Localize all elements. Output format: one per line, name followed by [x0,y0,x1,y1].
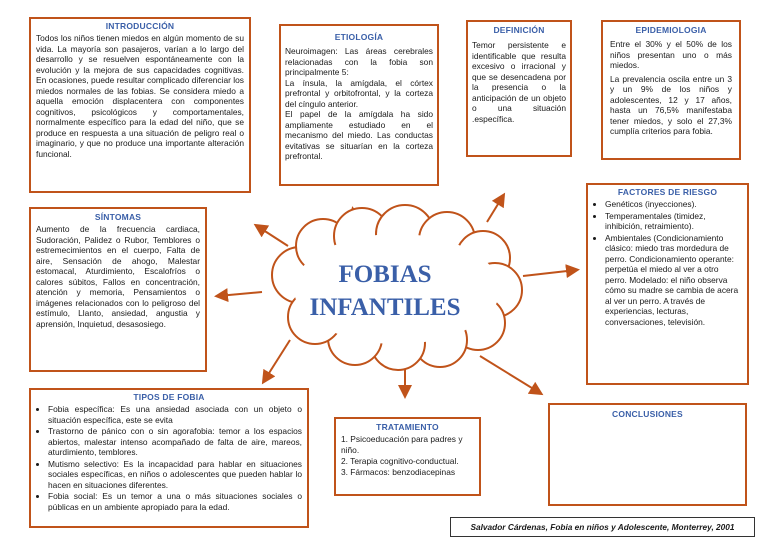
etiologia-p2: La ínsula, la amígdala, el córtex prefrontal y orbitofrontal, y la corteza del cíngulo anterior. [285,77,433,109]
etiologia-title: ETIOLOGÍA [334,32,384,42]
definicion-box [466,20,572,157]
tratamiento-list [341,434,474,478]
etiologia-p3: El papel de la amígdala ha sido ampliamente estudiado en el mecanismo del miedo. Las conductas evitativas se situarían en la corteza prefrontal. [285,109,433,161]
definicion-text: Temor persistente e identificable que resulta excesivo o irracional y que se desencadena por la presencia o la anticipación de un objeto o una situación .específica. [472,40,566,124]
factores-box [586,183,749,385]
etiologia-box [279,24,439,186]
tratamiento-item: 3. Fármacos: benzodiacepinas [341,467,456,477]
tipos-title: TIPOS DE FOBIA [133,392,205,402]
tipos-box [29,388,309,528]
center-title-line1: FOBIAS [338,261,432,288]
tipos-item: • Mutismo selectivo: Es la incapacidad para hablar en situaciones sociales específicas, en niños o adolescentes que pueden hablar lo hacen en situaciones diferentes. [48,459,302,491]
conclusiones-title: CONCLUSIONES [612,409,683,419]
introduccion-box [29,17,251,193]
tratamiento-item: 1. Psicoeducación para padres y niño. [341,434,463,455]
factores-list [593,199,742,327]
center-title-line2: INFANTILES [309,294,461,321]
introduccion-text: Todos los niños tienen miedos en algún momento de su vida. La mayoría son pasajeros, varían a lo largo del desarrollo y se resuelven espontáneamente con la evolución y la mejora de sus capacidades cognitivas. En ocasiones, puede resultar complicado diferenciar los miedos normales de las fobias. Se considera miedo a aquella emoción displacentera con componentes cognitivos, psicológicos y comportamentales, normalmente específico para la edad del niño, que se produce en respuesta a una situación de peligro real o imaginario, y que no produce una importante alteración funcional. [36,33,244,159]
etiologia-p1: Neuroimagen: Las áreas cerebrales relacionadas con la fobia son principalmente 5: [285,46,433,77]
conclusiones-box [548,403,747,506]
factores-title: FACTORES DE RIESGO [617,187,718,197]
sintomas-title: SÍNTOMAS [94,212,142,222]
tratamiento-box [334,417,481,496]
tipos-list [36,404,302,512]
tratamiento-item: 2. Terapia cognitivo-conductual. [341,456,459,466]
tipos-item: • Fobia social: Es un temor a una o más situaciones sociales o públicas en un ambiente apropiado para la edad. [48,491,302,512]
epidemiologia-p1: Entre el 30% y el 50% de los niños presentan uno o más miedos. [610,39,732,70]
epidemiologia-box [601,20,741,160]
introduccion-title: INTRODUCCIÓN [105,21,175,31]
tipos-item: • Trastorno de pánico con o sin agorafobia: temor a los espacios abiertos, malestar intenso acompañado de falta de aire, mareos, aturdimiento, temblores. [48,426,302,458]
tipos-item: • Fobia específica: Es una ansiedad asociada con un objeto o situación específica, este se evita [48,404,302,425]
factores-item: • Ambientales (Condicionamiento clásico: miedo tras mordedura de perro. Condicionamiento operante: perpetúa el miedo al ver a otro perro. Modelado: el niño observa cómo su madre se cambia de acera al ver un perro. A través de experiencias, lecturas, conversaciones, televisión. [605,233,742,328]
factores-item: • Genéticos (inyecciones). [605,199,742,210]
epidemiologia-title: EPIDEMIOLOGIA [635,25,707,35]
sintomas-box [29,207,207,372]
definicion-title: DEFINICIÓN [493,25,545,35]
epidemiologia-p2: La prevalencia oscila entre un 3 y un 9% de los niños y adolescentes, 12 y 17 años, hasta un 76,5% manifestaba tener miedos, y solo el 27,3% cumplía criterios para fobia. [610,73,732,136]
sintomas-text: Aumento de la frecuencia cardiaca, Sudoración, Palidez o Rubor, Temblores o estremecimientos en el cuerpo, Falta de aire, Sensación de ahogo, Malestar estomacal, Aturdimiento, Escalofríos o calores súbitos, Fallos en concentración, atención y memoria, Pensamientos o imágenes relacionados con lo peligroso del estímulo, Llanto, ansiedad, angustia y aprensión, Inquietud, desasosiego. [36,224,200,329]
factores-item: • Temperamentales (timidez, inhibición, retraimiento). [605,211,742,232]
citation: Salvador Cárdenas, Fobia en niños y Adolescente, Monterrey, 2001 [450,517,755,537]
tratamiento-title: TRATAMIENTO [376,422,439,432]
